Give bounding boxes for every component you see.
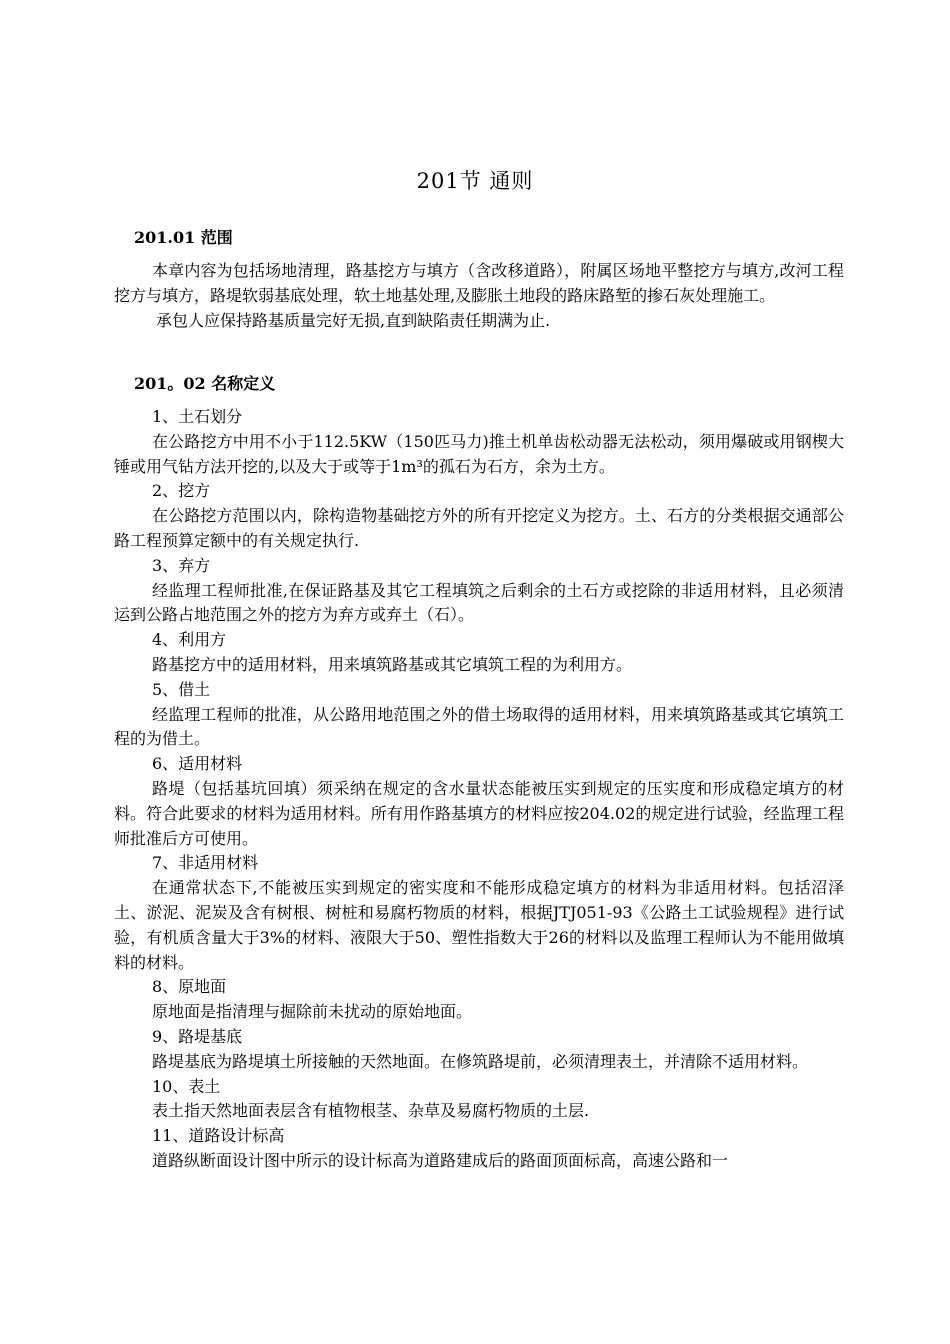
definition-label: 4、利用方 — [152, 630, 227, 650]
definition-text: 路堤基底为路堤填土所接触的天然地面。在修筑路堤前，必须清理表土，并清除不适用材料。 — [152, 1051, 809, 1071]
definition-text: 在通常状态下,不能被压实到规定的密实度和不能形成稳定填方的材料为非适用材料。包括沼泽土、淤泥、泥炭及含有树根、树桩和易腐朽物质的材料，根据JTJ051-93《公路土工试验规程》进行试验，有机质含量大于3%的材料、液限大于50、塑性指数大于26的材料以及监理工程师认为不能用做填料的材料。 — [114, 878, 844, 972]
definition-text: 原地面是指清理与掘除前未扰动的原始地面。 — [152, 1002, 473, 1022]
page-title: 201节 通则 — [416, 169, 534, 193]
section-heading-definitions: 201。02 名称定义 — [134, 374, 276, 393]
definition-label: 7、非适用材料 — [152, 853, 259, 873]
definition-text: 路基挖方中的适用材料，用来填筑路基或其它填筑工程的为利用方。 — [152, 654, 633, 674]
definition-label: 11、道路设计标高 — [152, 1126, 285, 1146]
definition-text: 在公路挖方中用不小于112.5KW（150匹马力)推土机单齿松动器无法松动，须用爆破或用钢楔大锤或用气钻方法开挖的,以及大于或等于1m³的孤石为石方，余为土方。 — [114, 431, 844, 476]
section-heading-scope: 201.01 范围 — [134, 228, 233, 247]
definition-label: 1、土石划分 — [152, 407, 243, 426]
paragraph: 承包人应保持路基质量完好无损,直到缺陷责任期满为止. — [156, 310, 551, 330]
definition-text: 经监理工程师的批准，从公路用地范围之外的借土场取得的适用材料，用来填筑路基或其它填筑工程的为借土。 — [114, 704, 844, 749]
definition-label: 5、借土 — [152, 679, 211, 699]
definition-label: 3、弃方 — [152, 555, 211, 575]
definition-text: 道路纵断面设计图中所示的设计标高为道路建成后的路面顶面标高，高速公路和一 — [152, 1150, 729, 1170]
definition-label: 6、适用材料 — [152, 754, 243, 774]
definition-text: 经监理工程师批准,在保证路基及其它工程填筑之后剩余的土石方或挖除的非适用材料，且必须清运到公路占地范围之外的挖方为弃方或弃土（石）。 — [114, 580, 844, 625]
paragraph: 本章内容为包括场地清理，路基挖方与填方（含改移道路），附属区场地平整挖方与填方,改河工程挖方与填方，路堤软弱基底处理，软土地基处理,及膨胀土地段的路床路堑的掺石灰处理施工。 — [114, 261, 844, 305]
definition-text: 路堤（包括基坑回填）须采纳在规定的含水量状态能被压实到规定的压实度和形成稳定填方的材料。符合此要求的材料为适用材料。所有用作路基填方的材料应按204.02的规定进行试验，经监理工程师批准后方可使用。 — [114, 778, 844, 848]
definition-label: 9、路堤基底 — [152, 1026, 243, 1046]
section-definitions-body — [114, 405, 844, 1174]
section-scope-body — [114, 259, 844, 333]
definition-label: 8、原地面 — [152, 977, 227, 997]
definition-label: 10、表土 — [152, 1076, 221, 1096]
definition-text: 在公路挖方范围以内，除构造物基础挖方外的所有开挖定义为挖方。土、石方的分类根据交通部公路工程预算定额中的有关规定执行. — [114, 506, 844, 550]
definition-label: 2、挖方 — [152, 481, 211, 501]
definition-text: 表土指天然地面表层含有植物根茎、杂草及易腐朽物质的土层. — [152, 1101, 590, 1121]
